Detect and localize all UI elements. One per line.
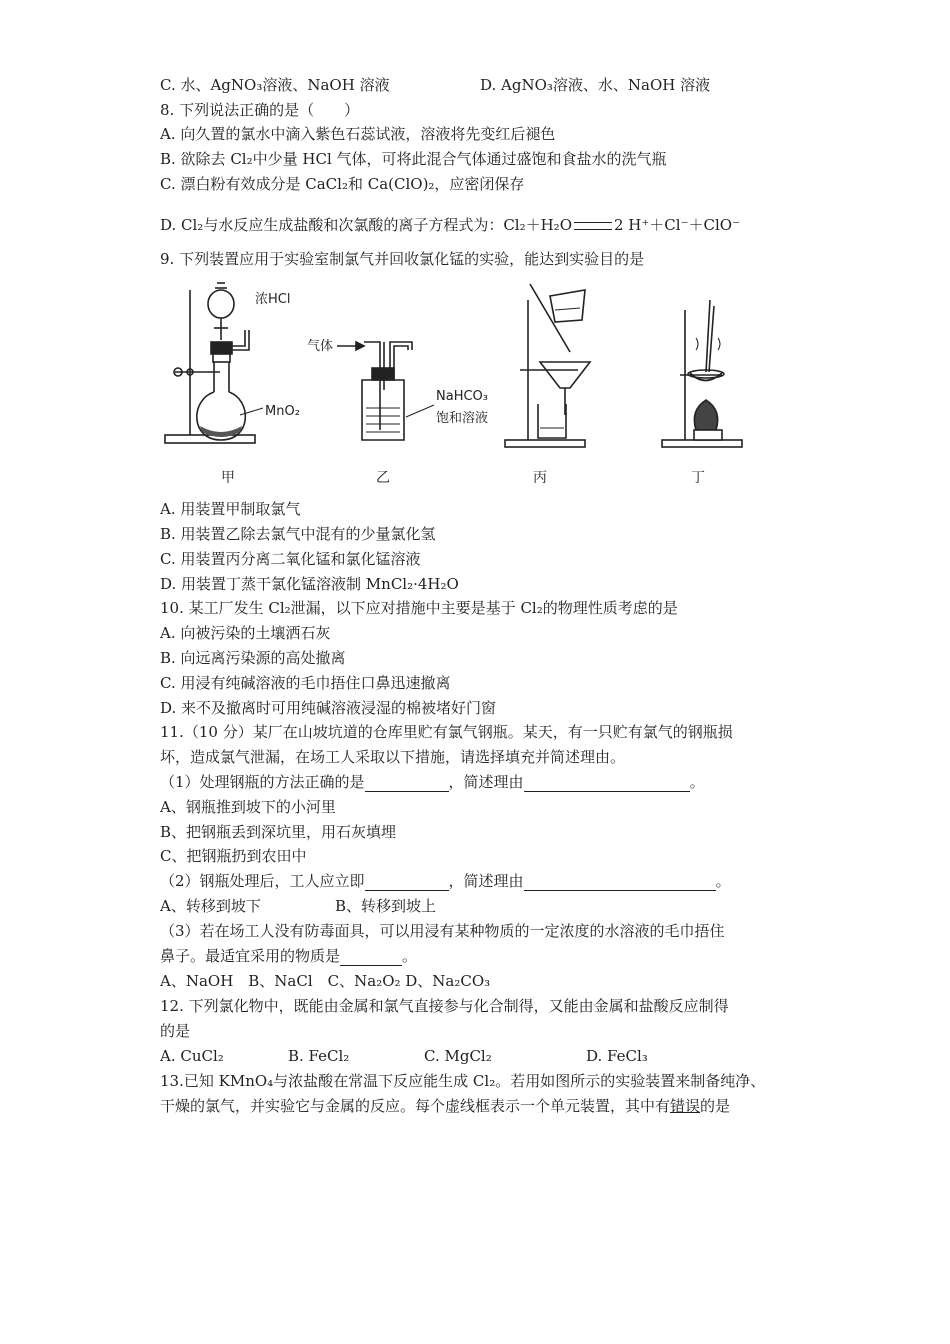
q8-option-d-right: 2 H⁺＋Cl⁻＋ClO⁻ bbox=[614, 216, 740, 234]
apparatus-figure bbox=[0, 280, 950, 480]
q10-option-b: B. 向远离污染源的高处撤离 bbox=[160, 649, 346, 667]
q12-option-a: A. CuCl₂ bbox=[160, 1047, 224, 1065]
q8-stem: 8. 下列说法正确的是（ ） bbox=[160, 101, 360, 119]
q11-option-b: B、把钢瓶丢到深坑里，用石灰填埋 bbox=[160, 823, 397, 841]
q9-stem: 9. 下列装置应用于实验室制氯气并回收氯化锰的实验，能达到实验目的是 bbox=[160, 250, 645, 268]
q11-part1-reason: ，简述理由 bbox=[448, 773, 524, 791]
q11-option-c: C、把钢瓶扔到农田中 bbox=[160, 847, 307, 865]
q13-end: 的是 bbox=[700, 1097, 731, 1115]
q11-part2-text: （2）钢瓶处理后，工人应立即 bbox=[160, 872, 365, 890]
q12-stem-line1: 12. 下列氯化物中，既能由金属和氯气直接参与化合制得，又能由金属和盐酸反应制得 bbox=[160, 997, 729, 1015]
q8-option-a: A. 向久置的氯水中滴入紫色石蕊试液，溶液将先变红后褪色 bbox=[160, 125, 556, 143]
caption-ding: 丁 bbox=[691, 470, 705, 486]
q11-part3-end: 。 bbox=[402, 947, 418, 965]
q13-text: 干燥的氯气，并实验它与金属的反应。每个虚线框表示一个单元装置，其中有 bbox=[160, 1097, 671, 1115]
caption-bing: 丙 bbox=[533, 470, 547, 486]
q10-option-c: C. 用浸有纯碱溶液的毛巾捂住口鼻迅速撤离 bbox=[160, 674, 451, 692]
q13-stem-line2 bbox=[160, 1096, 730, 1116]
q12-option-c: C. MgCl₂ bbox=[424, 1047, 492, 1065]
caption-yi: 乙 bbox=[376, 470, 390, 486]
answer-blank[interactable] bbox=[365, 875, 449, 891]
q11-part2-option-b: B、转移到坡上 bbox=[335, 897, 437, 915]
q12-option-d: D. FeCl₃ bbox=[586, 1047, 648, 1065]
label-hcl: 浓HCl bbox=[255, 292, 291, 307]
q11-part1-text: （1）处理钢瓶的方法正确的是 bbox=[160, 773, 365, 791]
q9-option-c: C. 用装置丙分离二氧化锰和氯化锰溶液 bbox=[160, 550, 421, 568]
equals-sign bbox=[574, 222, 612, 230]
q11-part3-line1: （3）若在场工人没有防毒面具，可以用浸有某种物质的一定浓度的水溶液的毛巾捂住 bbox=[160, 922, 725, 940]
apparatus-jia bbox=[165, 283, 300, 443]
q12-stem-line2: 的是 bbox=[160, 1022, 191, 1040]
q8-option-c: C. 漂白粉有效成分是 CaCl₂和 Ca(ClO)₂，应密闭保存 bbox=[160, 175, 525, 193]
answer-blank[interactable] bbox=[340, 950, 402, 966]
q8-option-d bbox=[160, 215, 740, 235]
q11-part2-option-a: A、转移到坡下 bbox=[160, 897, 261, 915]
apparatus-yi bbox=[307, 338, 488, 440]
q11-part2 bbox=[160, 871, 731, 891]
q11-part3-options: A、NaOH B、NaCl C、Na₂O₂ D、Na₂CO₃ bbox=[160, 972, 491, 990]
q8-option-b: B. 欲除去 Cl₂中少量 HCl 气体，可将此混合气体通过盛饱和食盐水的洗气瓶 bbox=[160, 150, 667, 168]
answer-blank[interactable] bbox=[524, 875, 716, 891]
q11-part3-text: 鼻子。最适宜采用的物质是 bbox=[160, 947, 341, 965]
q7-option-d: D. AgNO₃溶液、水、NaOH 溶液 bbox=[480, 76, 711, 94]
answer-blank[interactable] bbox=[524, 776, 690, 792]
q9-option-d: D. 用装置丁蒸干氯化锰溶液制 MnCl₂·4H₂O bbox=[160, 575, 459, 593]
q11-stem-line1: 11.（10 分）某厂在山坡坑道的仓库里贮有氯气钢瓶。某天，有一只贮有氯气的钢瓶损 bbox=[160, 723, 733, 741]
q8-option-d-left: D. Cl₂与水反应生成盐酸和次氯酸的离子方程式为：Cl₂＋H₂O bbox=[160, 216, 572, 234]
q9-option-a: A. 用装置甲制取氯气 bbox=[160, 500, 301, 518]
answer-blank[interactable] bbox=[365, 776, 449, 792]
q11-option-a: A、钢瓶推到坡下的小河里 bbox=[160, 798, 336, 816]
label-gas: 气体 bbox=[307, 339, 334, 354]
q11-part1 bbox=[160, 772, 705, 792]
q11-part2-reason: ，简述理由 bbox=[448, 872, 524, 890]
q11-part3-line2 bbox=[160, 946, 417, 966]
q10-option-a: A. 向被污染的土壤洒石灰 bbox=[160, 624, 331, 642]
apparatus-ding bbox=[662, 300, 742, 447]
q7-option-c: C. 水、AgNO₃溶液、NaOH 溶液 bbox=[160, 76, 390, 94]
label-nahco3: NaHCO₃ bbox=[436, 389, 488, 404]
q10-stem: 10. 某工厂发生 Cl₂泄漏，以下应对措施中主要是基于 Cl₂的物理性质考虑的是 bbox=[160, 599, 678, 617]
caption-jia: 甲 bbox=[221, 470, 235, 486]
q11-stem-line2: 坏，造成氯气泄漏，在场工人采取以下措施，请选择填充并简述理由。 bbox=[160, 748, 626, 766]
q11-part2-end: 。 bbox=[715, 872, 731, 890]
q9-option-b: B. 用装置乙除去氯气中混有的少量氯化氢 bbox=[160, 525, 436, 543]
q13-stem-line1: 13.已知 KMnO₄与浓盐酸在常温下反应能生成 Cl₂。若用如图所示的实验装置来制备纯净、 bbox=[160, 1072, 766, 1090]
apparatus-bing bbox=[505, 284, 590, 447]
q11-part1-end: 。 bbox=[689, 773, 705, 791]
label-saturated: 饱和溶液 bbox=[436, 411, 489, 426]
q10-option-d: D. 来不及撤离时可用纯碱溶液浸湿的棉被堵好门窗 bbox=[160, 699, 497, 717]
label-mno2: MnO₂ bbox=[265, 404, 300, 419]
q12-option-b: B. FeCl₂ bbox=[288, 1047, 350, 1065]
q13-emphasis: 错误 bbox=[670, 1097, 701, 1115]
